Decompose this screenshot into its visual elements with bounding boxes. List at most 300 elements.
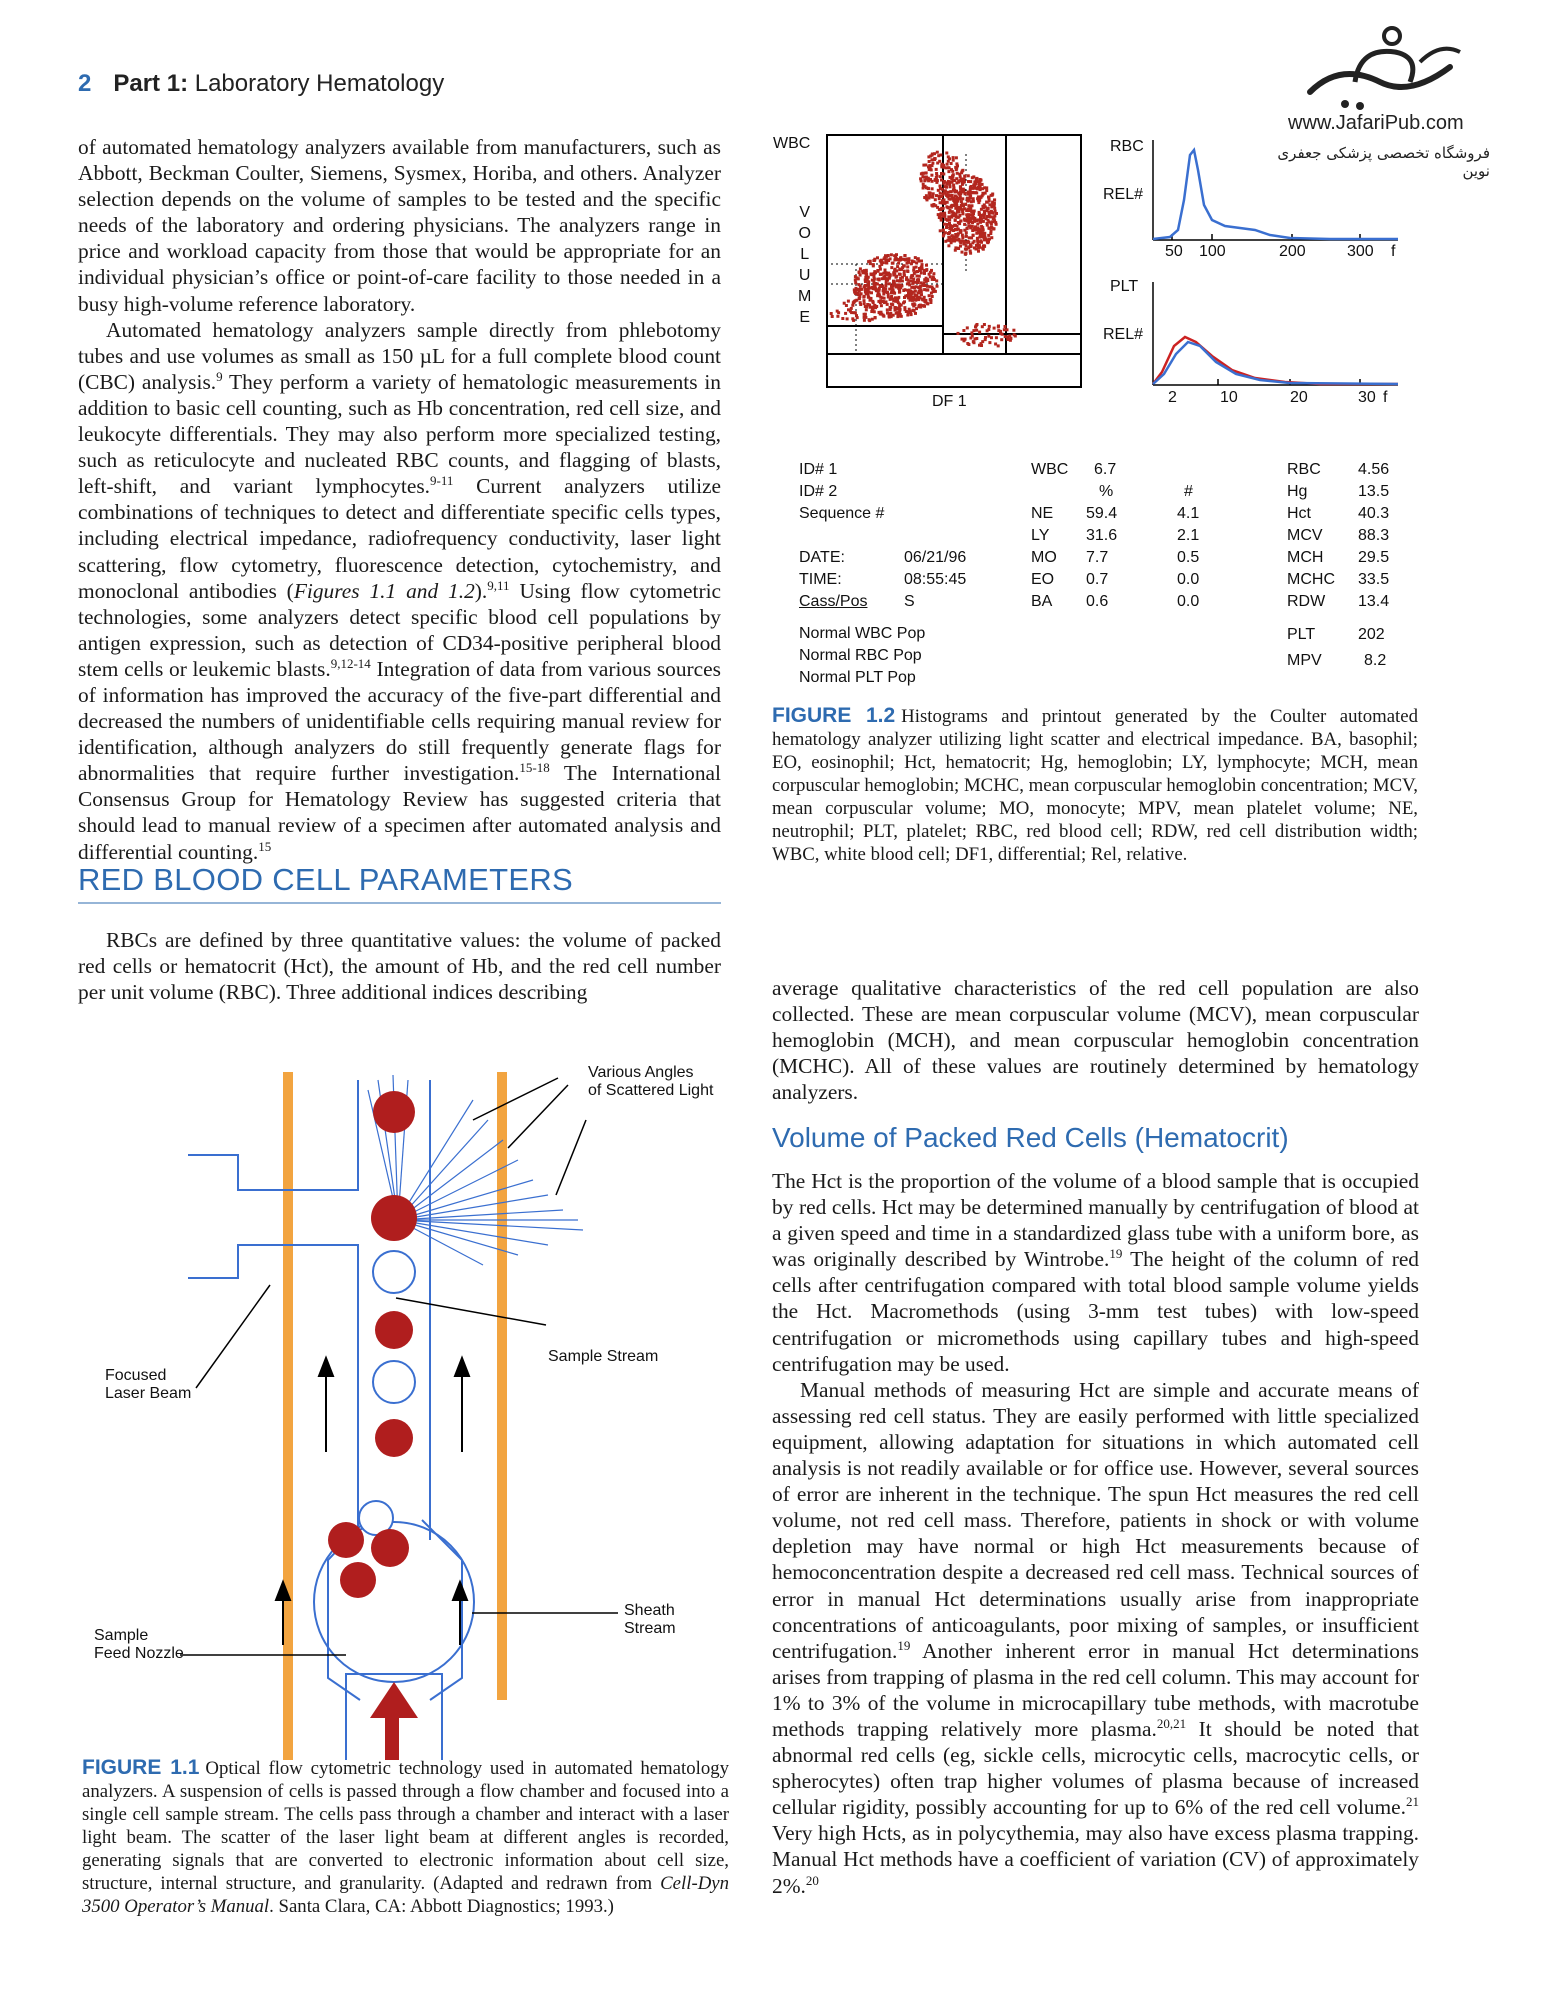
- scatter-dot: [955, 162, 958, 165]
- running-header: [78, 70, 444, 98]
- scatter-dot: [892, 314, 895, 317]
- scatter-dot: [978, 344, 981, 347]
- scatter-dot: [946, 163, 949, 166]
- scatter-dot: [927, 177, 930, 180]
- scatter-dot: [906, 294, 909, 297]
- scatter-dot: [980, 208, 983, 211]
- scatter-dot: [977, 218, 980, 221]
- scatter-dot: [963, 219, 966, 222]
- rbc-param-row: [1287, 459, 1417, 481]
- scatter-dot: [904, 308, 907, 311]
- axis-letter: O: [798, 225, 811, 242]
- scatter-dot: [931, 158, 934, 161]
- pop-line: Normal WBC Pop: [799, 625, 926, 642]
- diff-percent: 31.6: [1086, 527, 1118, 544]
- scatter-dot: [942, 234, 945, 237]
- tick-label: 300: [1347, 243, 1374, 260]
- scatter-dot: [900, 268, 903, 271]
- param-value: 29.5: [1358, 549, 1390, 566]
- scatter-dot: [994, 343, 997, 346]
- scatter-dot: [950, 181, 953, 184]
- rbc-param-row: [1287, 525, 1417, 547]
- scatter-dot: [976, 223, 979, 226]
- scatter-dot: [977, 195, 980, 198]
- scatter-dot: [949, 209, 952, 212]
- param-name: RBC: [1287, 461, 1321, 478]
- scatter-dot: [952, 156, 955, 159]
- time-value: 08:55:45: [904, 571, 967, 588]
- scatter-dot: [912, 291, 915, 294]
- scatter-dot: [961, 208, 964, 211]
- scatter-dot: [985, 186, 988, 189]
- param-name: Hct: [1287, 505, 1311, 522]
- scatter-dot: [965, 235, 968, 238]
- scatter-dot: [882, 300, 885, 303]
- scatter-dot: [973, 338, 976, 341]
- scatter-dot: [972, 212, 975, 215]
- scatter-dot: [937, 213, 940, 216]
- scatter-dot: [988, 325, 991, 328]
- label-line: Laser Beam: [105, 1385, 192, 1402]
- scatter-dot: [951, 194, 954, 197]
- scatter-dot: [932, 276, 935, 279]
- scatter-dot: [952, 236, 955, 239]
- scatter-dot: [952, 159, 955, 162]
- scatter-dot: [967, 174, 970, 177]
- scatter-dot: [950, 177, 953, 180]
- scatter-dot: [859, 274, 862, 277]
- scatter-dot: [969, 226, 972, 229]
- scatter-dot: [899, 273, 902, 276]
- scatter-dot: [890, 291, 893, 294]
- scatter-dot: [878, 278, 881, 281]
- scatter-dot: [888, 316, 891, 319]
- scatter-dot: [933, 288, 936, 291]
- scatter-dot: [880, 304, 883, 307]
- scatter-dot: [987, 196, 990, 199]
- wbc-value: 6.7: [1094, 461, 1117, 478]
- scatter-dot: [877, 300, 880, 303]
- scatter-dot: [983, 323, 986, 326]
- scatter-dot: [917, 260, 920, 263]
- scatter-dot: [995, 336, 998, 339]
- scatter-dot: [931, 180, 934, 183]
- scatter-dot: [859, 287, 862, 290]
- scatter-dot: [924, 164, 927, 167]
- subsection-heading: Volume of Packed Red Cells (Hematocrit): [772, 1122, 1289, 1153]
- scatter-dot: [949, 185, 952, 188]
- diff-absolute: 2.1: [1177, 527, 1200, 544]
- scatter-dot: [889, 312, 892, 315]
- tick-label: f: [1391, 243, 1396, 260]
- scatter-dot: [844, 312, 847, 315]
- scatter-dot: [913, 260, 916, 263]
- scatter-dot: [894, 309, 897, 312]
- scatter-dot: [879, 296, 882, 299]
- scatter-dot: [888, 277, 891, 280]
- printout-pops: [799, 623, 925, 689]
- scatter-dot: [981, 183, 984, 186]
- scatter-dot: [870, 291, 873, 294]
- scatter-dot: [885, 280, 888, 283]
- scatter-dot: [890, 266, 893, 269]
- scatter-dot: [889, 298, 892, 301]
- scatter-dot: [882, 315, 885, 318]
- part-label: Part 1:: [113, 70, 189, 97]
- scatter-dot: [830, 312, 833, 315]
- scatter-dot: [960, 240, 963, 243]
- scatter-dot: [984, 336, 987, 339]
- scatter-dot: [938, 216, 941, 219]
- scatter-dot: [955, 177, 958, 180]
- scatter-dot: [872, 308, 875, 311]
- scatter-dot: [1000, 338, 1003, 341]
- scatter-dot: [884, 269, 887, 272]
- scatter-dot: [875, 288, 878, 291]
- scatter-dot: [910, 262, 913, 265]
- volume-axis-label: [798, 202, 811, 328]
- scatter-dot: [982, 213, 985, 216]
- scatter-dot: [978, 331, 981, 334]
- scatter-dot: [976, 240, 979, 243]
- diff-row: [1031, 591, 1231, 613]
- scatter-dot: [927, 165, 930, 168]
- diff-absolute: 0.0: [1177, 571, 1200, 588]
- scatter-dot: [922, 183, 925, 186]
- scatter-dot: [913, 266, 916, 269]
- scatter-dot: [967, 193, 970, 196]
- scatter-dot: [997, 325, 1000, 328]
- scatter-dot: [963, 175, 966, 178]
- cass-label: Cass/Pos: [799, 593, 868, 610]
- scatter-dot: [988, 203, 991, 206]
- scatter-dot: [958, 238, 961, 241]
- scatter-dot: [966, 326, 969, 329]
- scatter-dot: [978, 212, 981, 215]
- scatter-dot: [942, 207, 945, 210]
- scatter-dot: [906, 265, 909, 268]
- scatter-dot: [951, 213, 954, 216]
- caption-text: Histograms and printout generated by the Coulter automated hematology analyzer utilizing light scatter and electrical impedance. BA, basophil; EO, eosinophil; Hct, hematocrit; Hg, hemoglobin; LY, lymphocyte; MCH, mean corpuscular hemoglobin; MCHC, mean corpuscular hemoglobin concentration; MCV, mean corpuscular volume; MO, monocyte; MPV, mean platelet volume; NE, neutrophil; PLT, platelet; RBC, red blood cell; RDW, red cell distribution width; WBC, white blood cell; DF1, differential; Rel, relative.: [772, 706, 1418, 865]
- scatter-dot: [934, 179, 937, 182]
- scatter-dot: [972, 234, 975, 237]
- left-body-text: [78, 134, 721, 865]
- diff-rows: [1031, 503, 1231, 613]
- scatter-dot: [987, 240, 990, 243]
- scatter-dot: [935, 168, 938, 171]
- scatter-dot: [924, 299, 927, 302]
- scatter-dot: [843, 302, 846, 305]
- scatter-dot: [917, 305, 920, 308]
- label-line: Feed Nozzle: [94, 1645, 184, 1662]
- paragraph: of automated hematology analyzers available from manufacturers, such as Abbott, Beckman Coulter, Siemens, Sysmex, Horiba, and others. Analyzer selection depends on the volume of samples to be tested and the specific needs of the laboratory and ordering physicians. The analyzers range in price and workload capacity from those that would be appropriate for an individual physician’s office or point-of-care facility to those needed in a busy high-volume reference laboratory.: [78, 135, 721, 316]
- scatter-dot: [980, 235, 983, 238]
- scatter-dot: [920, 260, 923, 263]
- tick-label: f: [1383, 389, 1388, 406]
- plt-label: PLT: [1287, 626, 1316, 643]
- paragraph: RBCs are defined by three quantitative values: the volume of packed red cells or hematocrit (Hct), the amount of Hb, and the red cell number per unit volume (RBC). Three additional indices describing: [78, 928, 721, 1005]
- scatter-dot: [916, 270, 919, 273]
- scatter-dot: [964, 252, 967, 255]
- scatter-dot: [972, 175, 975, 178]
- tick-label: 2: [1168, 389, 1177, 406]
- rbc-param-rows: [1287, 459, 1417, 613]
- scatter-dot: [946, 239, 949, 242]
- scatter-dot: [920, 179, 923, 182]
- scatter-dot: [928, 191, 931, 194]
- diff-name: EO: [1031, 571, 1055, 588]
- scatter-dot: [982, 228, 985, 231]
- scatter-dot: [893, 269, 896, 272]
- scatter-dot: [896, 265, 899, 268]
- pct-header: %: [1099, 483, 1114, 500]
- scatter-dot: [867, 283, 870, 286]
- scatter-dot: [959, 186, 962, 189]
- param-value: 33.5: [1358, 571, 1390, 588]
- tick-label: 30: [1358, 389, 1376, 406]
- time-label: TIME:: [799, 571, 842, 588]
- figure-1-2-caption: [772, 704, 1418, 866]
- wbc-differential-table: [1031, 459, 1231, 613]
- scatter-dot: [966, 200, 969, 203]
- scatter-dot: [865, 292, 868, 295]
- scatter-dot: [847, 308, 850, 311]
- scatter-dot: [864, 284, 867, 287]
- scatter-dot: [885, 300, 888, 303]
- scatter-dot: [935, 279, 938, 282]
- scatter-dot: [976, 187, 979, 190]
- scatter-dot: [983, 245, 986, 248]
- scatter-dot: [986, 329, 989, 332]
- id-line: ID# 2: [799, 483, 838, 500]
- scatter-dot: [931, 196, 934, 199]
- scatter-dot: [992, 217, 995, 220]
- scatter-dot: [939, 213, 942, 216]
- scatter-dot: [955, 156, 958, 159]
- scatter-dot: [905, 276, 908, 279]
- plt-hist-title: PLT: [1110, 278, 1139, 295]
- scatter-dot: [915, 281, 918, 284]
- scatter-dot: [889, 257, 892, 260]
- scatter-dot: [969, 243, 972, 246]
- diff-percent: 0.6: [1086, 593, 1109, 610]
- rbc-hist-y-label: REL#: [1103, 186, 1144, 203]
- rbc-histogram: [1150, 140, 1400, 250]
- scatter-dot: [882, 293, 885, 296]
- scatter-dot: [991, 193, 994, 196]
- publisher-tagline: فروشگاه تخصصی پزشکی جعفری نوین: [1277, 144, 1490, 180]
- scatter-dot: [965, 231, 968, 234]
- scatter-dot: [929, 285, 932, 288]
- param-name: RDW: [1287, 593, 1326, 610]
- scatter-dot: [897, 296, 900, 299]
- scatter-dot: [939, 175, 942, 178]
- scatter-dot: [868, 318, 871, 321]
- rbc-param-row: [1287, 591, 1417, 613]
- scatter-dot: [928, 294, 931, 297]
- scatter-dot: [898, 291, 901, 294]
- scatter-dot: [972, 340, 975, 343]
- scatter-dot: [978, 185, 981, 188]
- scatter-dot: [911, 299, 914, 302]
- scatter-dot: [836, 315, 839, 318]
- scatter-dot: [899, 284, 902, 287]
- rbc-param-row: [1287, 503, 1417, 525]
- scatter-dot: [873, 283, 876, 286]
- scatter-dot: [964, 192, 967, 195]
- scatter-dot: [863, 316, 866, 319]
- scatter-dot: [942, 212, 945, 215]
- scatter-dot: [1004, 325, 1007, 328]
- scatter-dot: [856, 277, 859, 280]
- label-line: of Scattered Light: [588, 1082, 714, 1099]
- scatter-dot: [987, 335, 990, 338]
- axis-letter: L: [800, 246, 810, 263]
- scatter-dot: [994, 210, 997, 213]
- scatter-dot: [993, 327, 996, 330]
- scatter-dot: [895, 312, 898, 315]
- diff-name: NE: [1031, 505, 1054, 522]
- scatter-dot: [935, 194, 938, 197]
- scatter-dot: [876, 256, 879, 259]
- scatter-dot: [967, 180, 970, 183]
- scatter-dot: [958, 173, 961, 176]
- scatter-dot: [885, 282, 888, 285]
- scatter-dot: [943, 223, 946, 226]
- scatter-dot: [904, 254, 907, 257]
- scatter-dot: [970, 236, 973, 239]
- rbc-param-row: [1287, 481, 1417, 503]
- scatter-dot: [981, 187, 984, 190]
- scatter-dot: [939, 185, 942, 188]
- scatter-dot: [884, 288, 887, 291]
- label-line: Focused: [105, 1367, 167, 1384]
- scatter-dot: [930, 269, 933, 272]
- scatter-dot: [882, 272, 885, 275]
- diff-absolute: 4.1: [1177, 505, 1200, 522]
- scatter-dot: [890, 303, 893, 306]
- scatter-dot: [956, 210, 959, 213]
- scatter-dot: [854, 311, 857, 314]
- scatter-dot: [902, 264, 905, 267]
- scatter-dot: [963, 339, 966, 342]
- diff-percent: 7.7: [1086, 549, 1109, 566]
- scatter-dot: [939, 187, 942, 190]
- scatter-dot: [931, 187, 934, 190]
- scatter-dot: [929, 275, 932, 278]
- scatter-dot: [906, 262, 909, 265]
- scatter-dot: [961, 170, 964, 173]
- scatter-dot: [971, 191, 974, 194]
- scatter-dot: [836, 310, 839, 313]
- calligraphy-logo-icon: [1300, 22, 1470, 112]
- scatter-dot: [921, 175, 924, 178]
- scatter-dot: [940, 219, 943, 222]
- scatter-dot: [890, 284, 893, 287]
- scatter-dot: [910, 274, 913, 277]
- scatter-dot: [863, 302, 866, 305]
- scatter-y-label: WBC: [773, 135, 811, 152]
- param-value: 13.5: [1358, 483, 1390, 500]
- scatter-dot: [872, 287, 875, 290]
- scatter-dot: [965, 248, 968, 251]
- scatter-dot: [912, 278, 915, 281]
- scatter-dot: [873, 270, 876, 273]
- scatter-dot: [945, 183, 948, 186]
- scatter-dot: [988, 341, 991, 344]
- scatter-dot: [860, 292, 863, 295]
- diff-absolute: 0.5: [1177, 549, 1200, 566]
- scatter-dot: [847, 300, 850, 303]
- scatter-dot: [973, 228, 976, 231]
- scatter-dot: [896, 279, 899, 282]
- scatter-dot: [877, 291, 880, 294]
- scatter-dot: [916, 275, 919, 278]
- scatter-dot: [950, 162, 953, 165]
- scatter-dot: [918, 290, 921, 293]
- scatter-dot: [972, 216, 975, 219]
- scatter-dot: [876, 283, 879, 286]
- scatter-dot: [990, 236, 993, 239]
- scatter-dot: [892, 280, 895, 283]
- scatter-dot: [975, 177, 978, 180]
- label-scattered-light: [588, 1064, 713, 1100]
- scatter-dot: [975, 329, 978, 332]
- scatter-dot: [858, 271, 861, 274]
- scatter-dot: [929, 301, 932, 304]
- scatter-dot: [969, 252, 972, 255]
- scatter-dot: [985, 201, 988, 204]
- scatter-dot: [859, 303, 862, 306]
- scatter-dot: [1009, 337, 1012, 340]
- scatter-dot: [940, 164, 943, 167]
- scatter-dot: [939, 154, 942, 157]
- scatter-dot: [1003, 328, 1006, 331]
- scatter-dot: [906, 270, 909, 273]
- scatter-dot: [863, 269, 866, 272]
- scatter-dot: [913, 302, 916, 305]
- scatter-dot: [972, 197, 975, 200]
- scatter-dot: [850, 307, 853, 310]
- paragraph: The Hct is the proportion of the volume of a blood sample that is occupied by red cells. Hct may be determined manually by centrifugation of blood at a given speed and time in a standardized glass tube with a uniform bore, as was originally described by Wintrobe.$^{19}$ The height of the column of red cells after centrifugation compared with total blood sample volume yields the Hct. Macromethods (using 3-mm test tubes) with low-speed centrifugation or micromethods using capillary tubes and high-speed centrifugation may be used.: [772, 1169, 1420, 1376]
- printout-ids: [799, 459, 884, 525]
- scatter-dot: [972, 329, 975, 332]
- scatter-dot: [946, 225, 949, 228]
- date-value: 06/21/96: [904, 549, 967, 566]
- publisher-url: www.JafariPub.com: [1288, 112, 1464, 134]
- axis-letter: E: [799, 309, 810, 326]
- scatter-dot: [940, 179, 943, 182]
- scatter-dot: [950, 190, 953, 193]
- diff-row: [1031, 547, 1231, 569]
- scatter-dot: [906, 314, 909, 317]
- scatter-dot: [873, 304, 876, 307]
- scatter-dot: [855, 314, 858, 317]
- page-number: 2: [78, 70, 92, 97]
- scatter-dot: [974, 191, 977, 194]
- section-heading: RED BLOOD CELL PARAMETERS: [78, 862, 574, 897]
- scatter-dot: [928, 168, 931, 171]
- scatter-dot: [957, 247, 960, 250]
- scatter-dot: [942, 173, 945, 176]
- scatter-dot: [841, 317, 844, 320]
- right-body-text: [772, 1168, 1419, 1899]
- scatter-dot: [994, 221, 997, 224]
- scatter-dot: [871, 318, 874, 321]
- scatter-dot: [865, 308, 868, 311]
- label-line: Various Angles: [588, 1064, 694, 1081]
- diff-row: [1031, 503, 1231, 525]
